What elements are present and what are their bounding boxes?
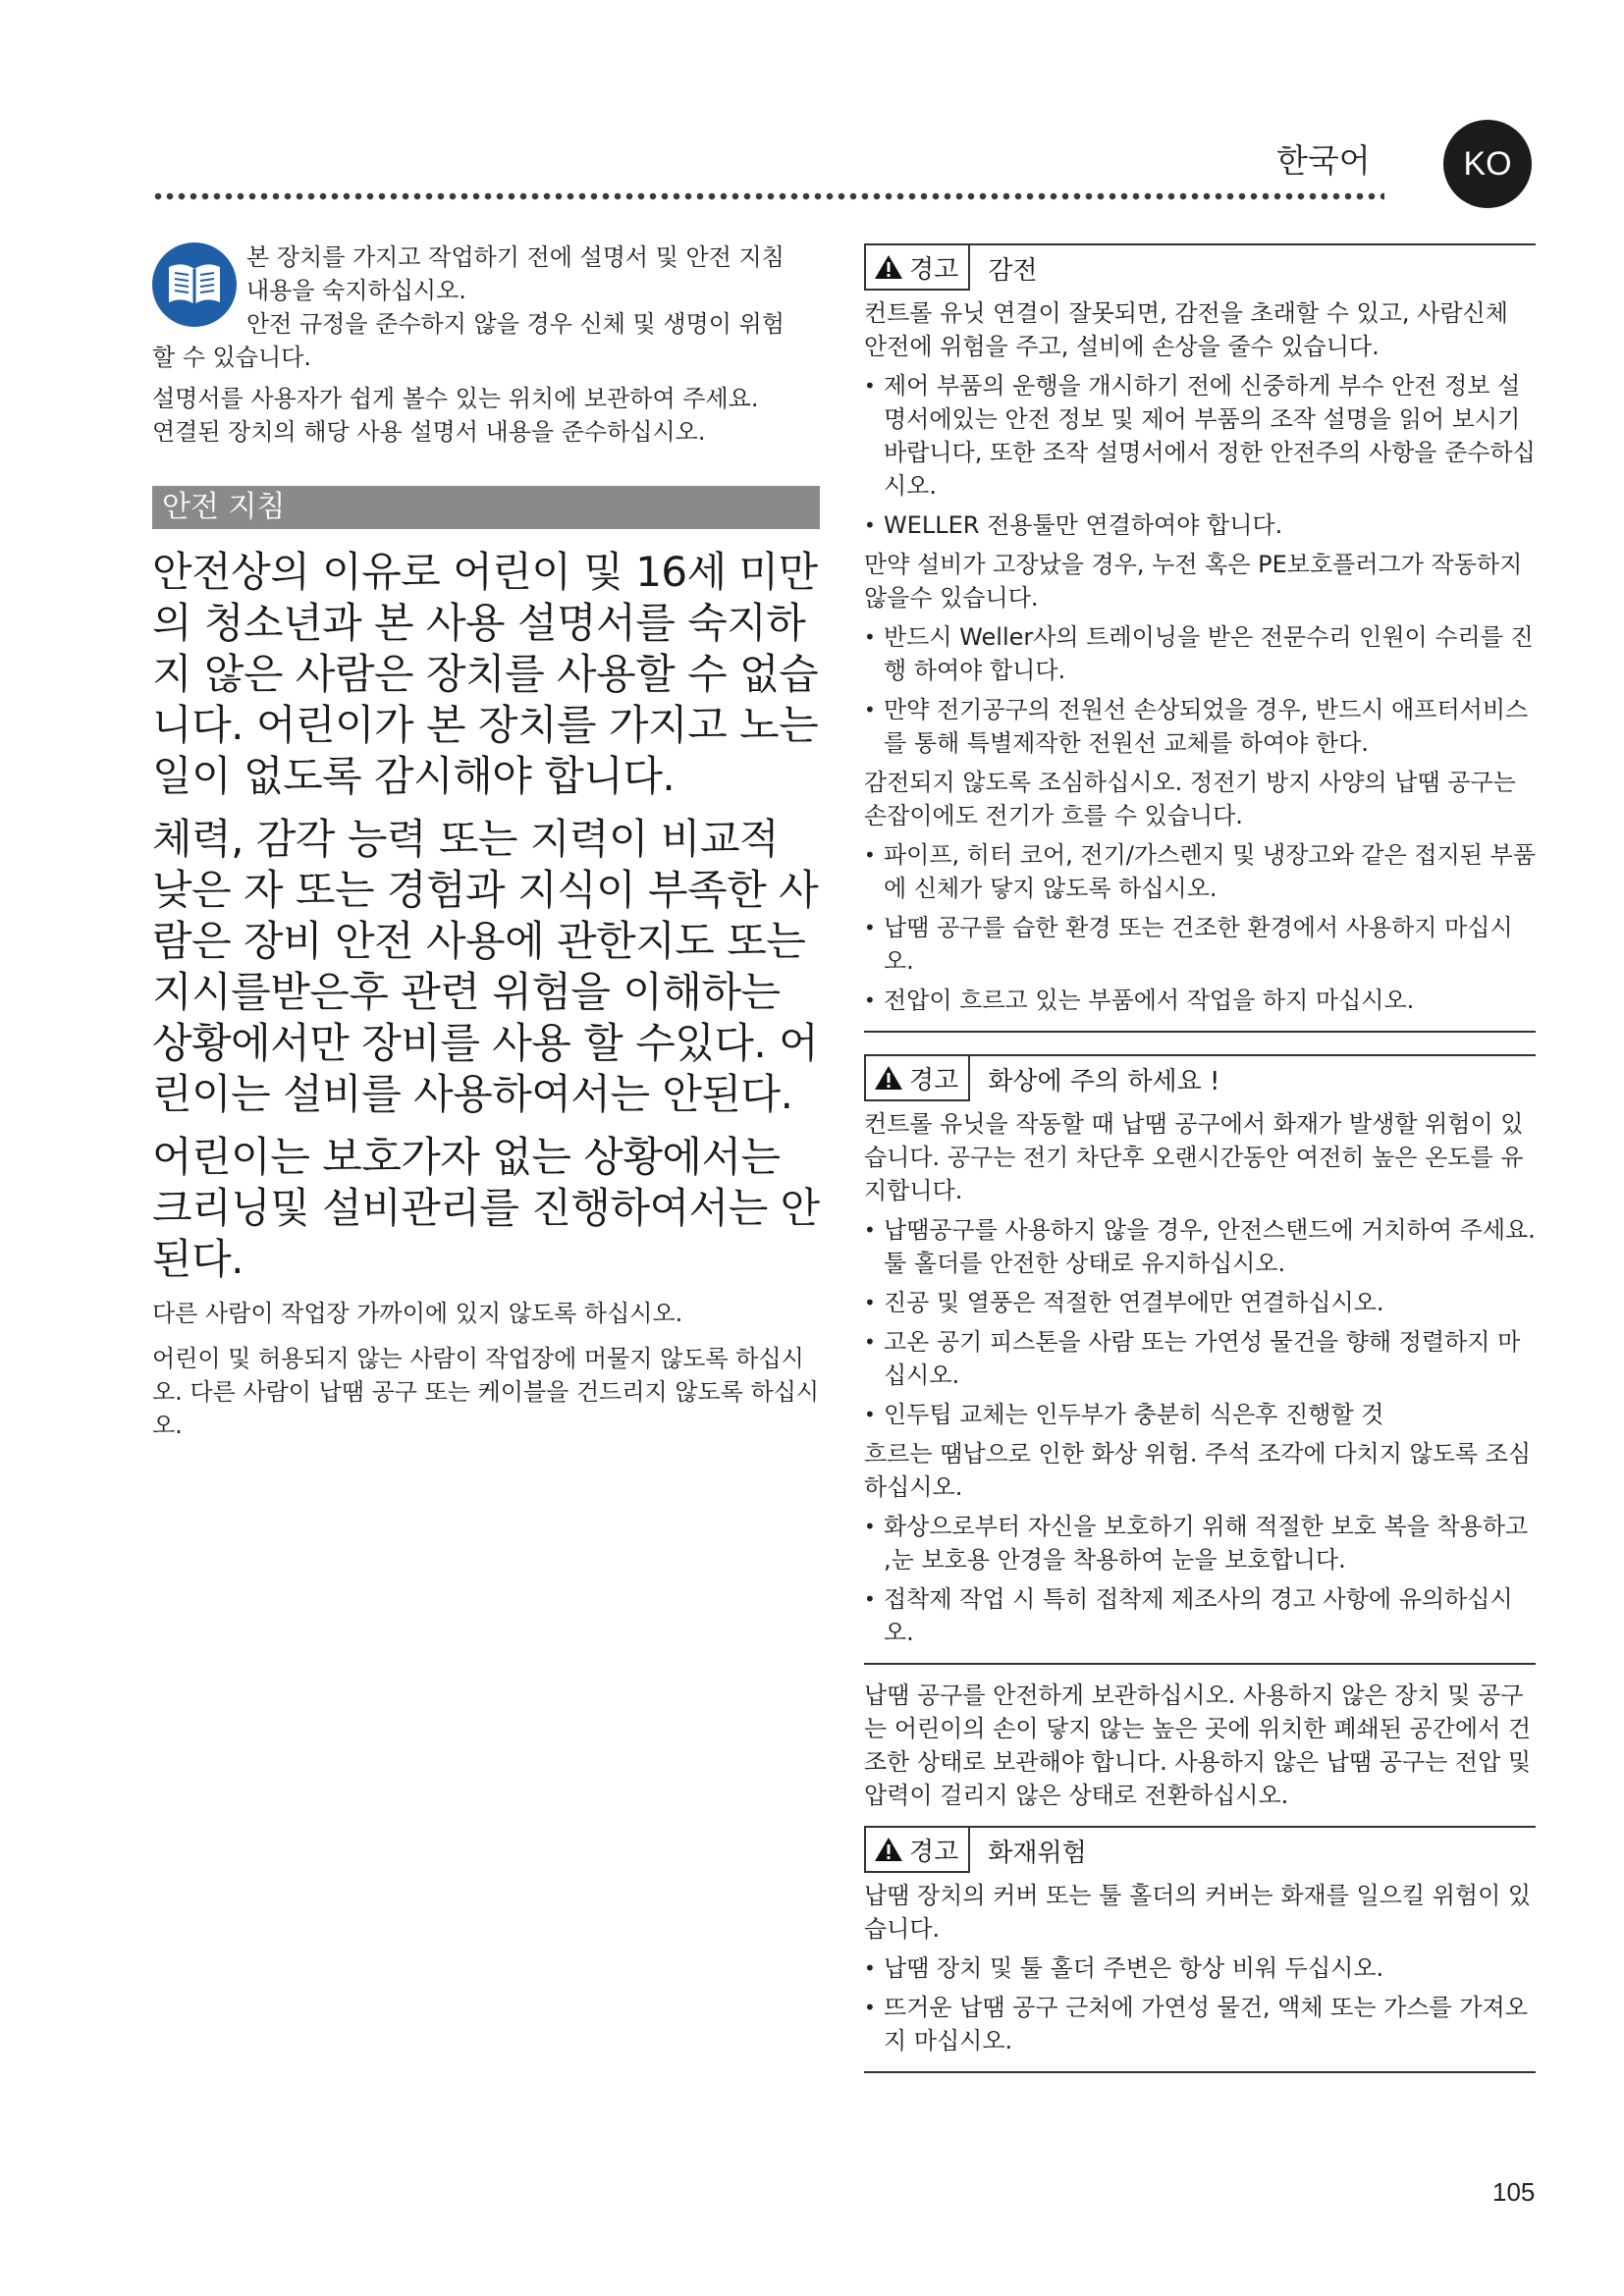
warning-title: 감전 (988, 255, 1038, 286)
warning-bullet: • 만약 전기공구의 전원선 손상되었을 경우, 반드시 애프터서비스를 통해 특별제작한 전원선 교체를 하여야 한다. (864, 693, 1536, 760)
warning-note: 만약 설비가 고장났을 경우, 누전 혹은 PE보호플러그가 작동하지 않을수 있습니다. (864, 551, 1523, 612)
page-number: 105 (1492, 2177, 1536, 2207)
warning-intro: 납땜 장치의 커버 또는 툴 홀더의 커버는 화재를 일으킬 위험이 있습니다. (864, 1882, 1532, 1943)
warning-bullet: • 뜨거운 납땜 공구 근처에 가연성 물건, 액체 또는 가스를 가져오지 마십시오. (864, 1991, 1536, 2057)
dotted-divider (152, 192, 1384, 200)
intro-line: 내용을 숙지하십시오. (246, 277, 466, 304)
right-column (864, 243, 1536, 2073)
safety-paragraph-children: 안전상의 이유로 어린이 및 16세 미만의 청소년과 본 사용 설명서를 숙지하지 않은 사람은 장치를 사용할 수 없습니다. 어린이가 본 장치를 가지고 노는 일이 없도록 감시해야 합니다. (152, 548, 819, 800)
warning-bullet: • 진공 및 열풍은 적절한 연결부에만 연결하십시오. (864, 1286, 1536, 1319)
warning-label-box (864, 1828, 970, 1873)
warning-bullet: • 납땜 장치 및 툴 홀더 주변은 항상 비워 두십시오. (864, 1951, 1536, 1985)
warning-bullet: • WELLER 전용툴만 연결하여야 합니다. (864, 508, 1536, 542)
storage-paragraph: 납땜 공구를 안전하게 보관하십시오. 사용하지 않은 장치 및 공구는 어린이의 손이 닿지 않는 높은 곳에 위치한 폐쇄된 공간에서 건조한 상태로 보관해야 합니다. 사용하지 않은 납땜 공구는 전압 및 압력이 걸리지 않은 상태로 전환하십시오. (864, 1682, 1532, 1809)
warning-label: 경고 (909, 1065, 959, 1095)
warning-label: 경고 (909, 1837, 959, 1867)
warning-block-fire (864, 1826, 1536, 2073)
warning-bullet: • 전압이 흐르고 있는 부품에서 작업을 하지 마십시오. (864, 984, 1536, 1017)
section-title: 안전 지침 (152, 486, 820, 529)
warning-block-burns (864, 1054, 1536, 1665)
unauthorized-note: 어린이 및 허용되지 않는 사람이 작업장에 머물지 않도록 하십시오. 다른 사람이 납땜 공구 또는 케이블을 건드리지 않도록 하십시오. (152, 1345, 820, 1439)
warning-intro: 컨트롤 유닛을 작동할 때 납땜 공구에서 화재가 발생할 위험이 있습니다. 공구는 전기 차단후 오랜시간동안 여전히 높은 온도를 유지합니다. (864, 1110, 1524, 1204)
warning-bullet: • 접착제 작업 시 특히 접착제 제조사의 경고 사항에 유의하십시오. (864, 1582, 1536, 1649)
warning-bullet: • 납땜 공구를 습한 환경 또는 건조한 환경에서 사용하지 마십시오. (864, 911, 1536, 978)
storage-note: 연결된 장치의 해당 사용 설명서 내용을 준수하십시오. (152, 418, 706, 446)
left-column (152, 240, 820, 1442)
warning-label-box (864, 1056, 970, 1101)
intro-line: 본 장치를 가지고 작업하기 전에 설명서 및 안전 지침 (246, 243, 785, 271)
warning-bullet: • 화상으로부터 자신을 보호하기 위해 적절한 보호 복을 착용하고 ,눈 보호용 안경을 착용하여 눈을 보호합니다. (864, 1510, 1536, 1576)
intro-line: 할 수 있습니다. (152, 344, 311, 371)
warning-triangle-icon (874, 1065, 903, 1091)
warning-block-electric-shock (864, 243, 1536, 1033)
workplace-note: 다른 사람이 작업장 가까이에 있지 않도록 하십시오. (152, 1300, 683, 1327)
warning-triangle-icon (874, 254, 903, 280)
safety-paragraph-cleaning: 어린이는 보호가자 없는 상황에서는 크리닝및 설비관리를 진행하여서는 안된다. (152, 1133, 820, 1283)
intro-line: 안전 규정을 준수하지 않을 경우 신체 및 생명이 위험 (246, 310, 785, 338)
warning-title: 화상에 주의 하세요 ! (988, 1066, 1220, 1096)
safety-paragraph-capability: 체력, 감각 능력 또는 지력이 비교적 낮은 자 또는 경험과 지식이 부족한 사람은 장비 안전 사용에 관한지도 또는 지시를받은후 관련 위험을 이해하는 상황에서만 장비를 사용 할 수있다. 어린이는 설비를 사용하여서는 안된다. (152, 815, 819, 1118)
warning-bullet: • 반드시 Weller사의 트레이닝을 받은 전문수리 인원이 수리를 진행 하여야 합니다. (864, 620, 1536, 687)
divider (864, 1663, 1536, 1665)
warning-bullet: • 인두팁 교체는 인두부가 충분히 식은후 진행할 것 (864, 1398, 1536, 1431)
warning-bullet: • 납땜공구를 사용하지 않을 경우, 안전스탠드에 거치하여 주세요. 툴 홀더를 안전한 상태로 유지하십시오. (864, 1213, 1536, 1280)
warning-label: 경고 (909, 254, 959, 285)
warning-bullet: • 제어 부품의 운행을 개시하기 전에 신중하게 부수 안전 정보 설명서에있는 안전 정보 및 제어 부품의 조작 설명을 읽어 보시기 바랍니다, 또한 조작 설명서에서 정한 안전주의 사항을 준수하십시오. (864, 369, 1536, 503)
warning-bullet: • 파이프, 히터 코어, 전기/가스렌지 및 냉장고와 같은 접지된 부품에 신체가 닿지 않도록 하십시오. (864, 838, 1536, 905)
divider (864, 2071, 1536, 2073)
warning-title: 화재위험 (988, 1838, 1087, 1868)
warning-triangle-icon (874, 1837, 903, 1862)
header-language: 한국어 (1276, 141, 1371, 180)
warning-label-box (864, 245, 970, 291)
manual-book-icon (152, 242, 237, 327)
warning-note: 흐르는 땜납으로 인한 화상 위험. 주석 조각에 다치지 않도록 조심하십시오. (864, 1440, 1532, 1501)
warning-intro: 컨트롤 유닛 연결이 잘못되면, 감전을 초래할 수 있고, 사람신체 안전에 위험을 주고, 설비에 손상을 줄수 있습니다. (864, 299, 1508, 360)
language-badge: KO (1443, 120, 1532, 208)
warning-note: 감전되지 않도록 조심하십시오. 정전기 방지 사양의 납땜 공구는 손잡이에도 전기가 흐를 수 있습니다. (864, 769, 1516, 829)
warning-bullet: • 고온 공기 피스톤을 사람 또는 가연성 물건을 향해 정렬하지 마십시오. (864, 1325, 1536, 1392)
storage-note: 설명서를 사용자가 쉽게 볼수 있는 위치에 보관하여 주세요. (152, 385, 759, 412)
